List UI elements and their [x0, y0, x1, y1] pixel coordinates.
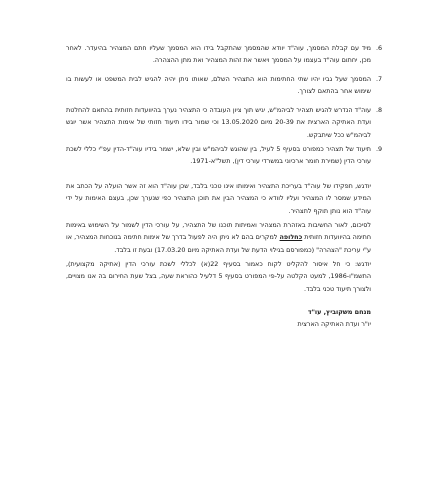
list-item — [66, 104, 383, 141]
signature-block — [297, 306, 371, 330]
item-text: מיד עם קבלת המסמך, עוה"ד יוודא שהמסמך שהתקבל בידו הוא המסמך שעליו חתם המצהיר בהיעדר. לאחר מכן, יחתום עוה"ד בעצמו על המסמך ויאשר את זהות המצהיר ואת מתן ההצהרה. — [66, 44, 371, 65]
item-number: 9. — [376, 145, 383, 153]
summary-emphasis: כחלופה — [279, 233, 303, 242]
list-item — [66, 143, 383, 168]
item-number: 6. — [376, 44, 383, 52]
summary-text-start: לסיכום, לאור החשיבות באזהרת המצהיר ואמיתות תוכנו של התצהיר, על עורכי הדין לשמור על השימוש באימות חתימה בהיוועדות חזותית — [66, 221, 371, 242]
paragraph-role-of-lawyer: יודגש, תפקידו של עוה"ד בעריכת התצהיר ואימותו אינו טכני בלבד, שכן עוה"ד הוא זה אשר הועלה על הכתב את המידע שמסר לו המצהיר ועליו לוודא כי המצהיר הבין את תוכן התצהיר כפי שנערך שכן, בעצם האימות על ידי עוה"ד הוא נותן תוקף לתצהיר. — [66, 182, 371, 215]
list-item — [66, 42, 383, 67]
paragraph-recording-prohibition: יודגש: כי חל איסור להקליט לקוח כאמור בסעיף 22(א) לכללי לשכת עורכי הדין (אתיקה מקצועית), התשמ"ו-1986, למעט הקלטה על-פי המפורט בסעיף 5 דלעיל כהוראת שעה, בצל שעת החירום בה אנו מצויים, ולצורך תיעוד טכני בלבד. — [66, 260, 372, 293]
item-text: תיעוד של תצהיר כמפורט בסעיף 5 לעיל, בין שהוגש לביהמ"ש ובין שלא, ישמר בידיו עוה"ד-הדין עפ"י כללי לשכת עורכי הדין (שמירת חומר ארכיוני במשרדי עורכי דין), תשל"א-1971. — [66, 145, 371, 166]
item-number: 8. — [376, 106, 383, 114]
item-number: 7. — [376, 75, 383, 83]
list-item — [66, 73, 383, 98]
item-text: המסמך שעל גביו יהיו שתי החתימות הוא התצהיר השלם, שאותו ניתן יהיה להגיש לבית המשפט או לעשות בו שימוש אחר בהתאם לצורך. — [66, 75, 371, 96]
signatory-name: מנחם משקוביץ, עו"ד — [307, 308, 371, 316]
item-text: עוה"ד הנדרש להגיש תצהיר לביהמ"ש, יגיש תוך ציון העובדה כי התצהיר נערך בהיוועדות חזותית בהתאם להחלטת ועדת האתיקה הארצית את 20-39 מיום 13.05.2020 וכי שמור בידו תיעוד חזותי של אימות התצהיר אשר יוגש לביהמ"ש ככל שיתבקש. — [66, 106, 371, 139]
paragraph-summary — [66, 219, 371, 256]
signatory-role: יו"ר ועדת האתיקה הארצית — [297, 320, 371, 328]
summary-text-end: למקרים בהם לא ניתן היה לפעול בדרך של אימות חתימה בנוכחות המצהיר, או ע"י עריכת "הצהרה" (כמפורסם בגילוי הדעת של ועדת האתיקה מיום 17.03.20) ובעת זו בלבד. — [66, 233, 371, 254]
